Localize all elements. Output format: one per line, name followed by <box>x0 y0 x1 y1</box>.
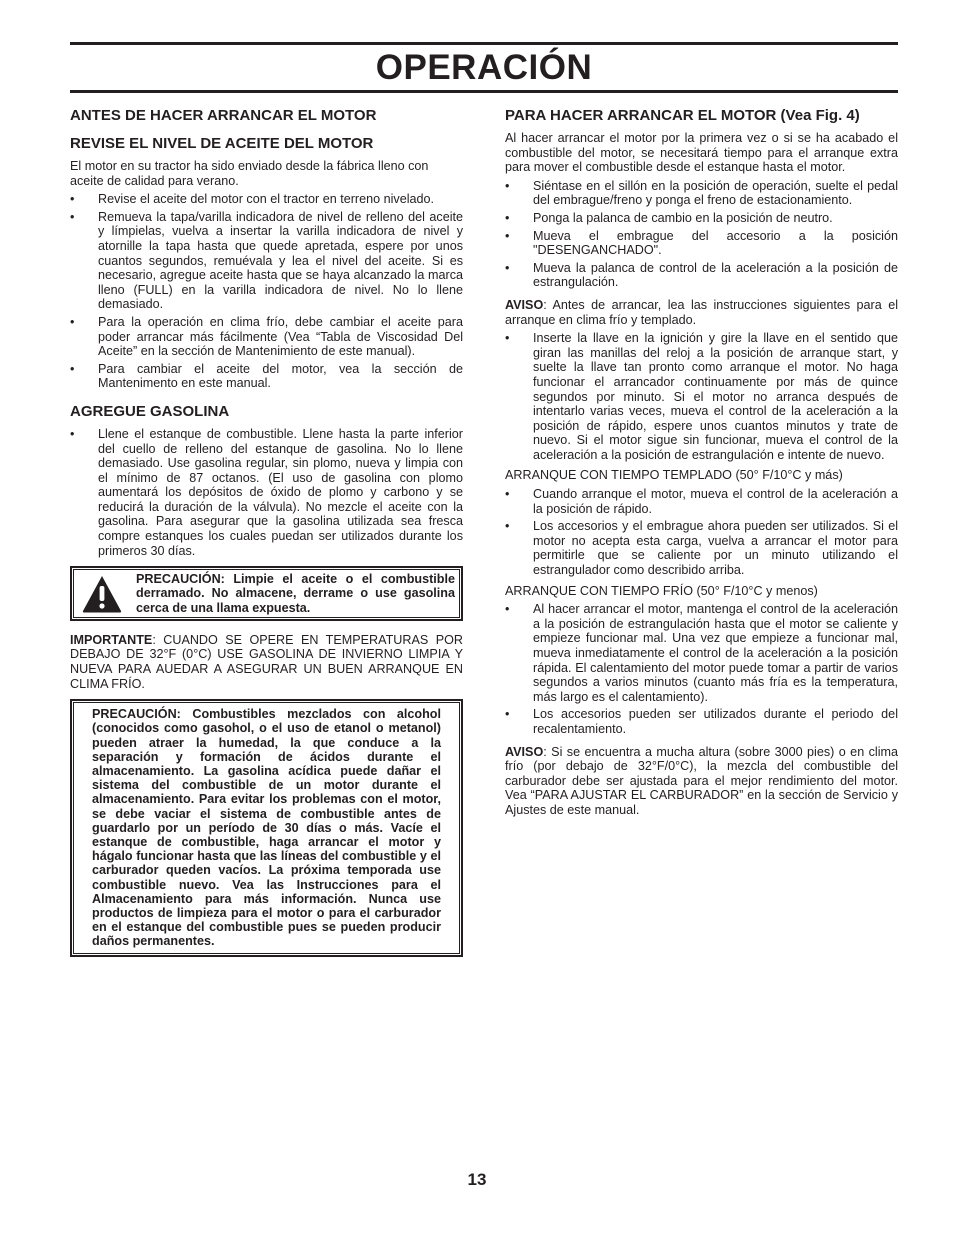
cold-bullet-list <box>505 602 898 736</box>
list-item <box>70 362 463 391</box>
caution-box-alcohol-fuels: PRECAUCIÓN: Combustibles mezclados con alcohol (conocidos como gasohol, o el uso de etanol o metanol) pueden atraer la humedad, la que conduce a la separación y formación de ácidos durante el almacenamiento. La gasolina acídica puede dañar el sistema del combustible de un motor durante el almacenamiento. Para evitar los problemas con el motor, se debe vaciar el sistema de combustible antes de guardarlo por un período de 30 días o más. Vacíe el estanque de combustible, haga arrancar el motor y hágalo funcionar hasta que las líneas del combustible y el carburador queden vacíos. La próxima temporada use combustible nuevo. Vea las Instrucciones para el Almacenamiento para más información. Nunca use productos de limpieza para el motor o para el carburador en el estanque del combustible pues se pueden producir daños permanentes. <box>70 699 463 956</box>
list-item-text: Los accesorios y el embrague ahora pueden ser utilizados. Si el motor no acepta esta carga, vuelva a arrancar el motor para permitirle que se caliente por un minuto utilizando el estrangulador como describido arriba. <box>533 519 898 578</box>
left-column <box>70 107 463 969</box>
list-item-text: Para la operación en clima frío, debe cambiar el aceite para poder arrancar más fácilmente (Vea “Tabla de Viscosidad Del Aceite” en la sección de Mantenimiento de este manual). <box>98 314 463 359</box>
list-item <box>505 707 898 736</box>
list-item <box>505 211 898 226</box>
bullet-icon: • <box>505 519 510 534</box>
list-item <box>505 331 898 462</box>
page-number: 13 <box>467 1170 487 1189</box>
section-title-starting-engine: PARA HACER ARRANCAR EL MOTOR (Vea Fig. 4) <box>505 107 860 124</box>
aviso-text: : Antes de arrancar, lea las instrucciones siguientes para el arranque en clima frío y templado. <box>505 297 898 327</box>
list-item <box>70 210 463 312</box>
list-item-text: Mueva la palanca de control de la aceleración a la posición de estrangulación. <box>533 260 898 290</box>
page-title: OPERACIÓN <box>375 48 593 87</box>
list-item-text: Revise el aceite del motor con el tractor en terreno nivelado. <box>98 192 435 207</box>
bullet-icon: • <box>70 426 75 441</box>
warm-bullet-list <box>505 487 898 578</box>
section-subtitle-oil-level: REVISE EL NIVEL DE ACEITE DEL MOTOR <box>70 135 374 152</box>
warm-weather-heading: ARRANQUE CON TIEMPO TEMPLADO (50° F/10°C y más) <box>505 468 843 483</box>
list-item <box>70 192 463 207</box>
caution-box-spill <box>70 566 463 621</box>
header-rule-bottom <box>70 90 898 93</box>
bullet-icon: • <box>70 361 75 376</box>
starting-intro-paragraph: Al hacer arrancar el motor por la primera vez o si se ha acabado el combustible del motor, se necesitará tiempo para el arranque extra para mover el combustible desde el estanque hasta el motor. <box>505 131 898 175</box>
aviso-cold-warm-note <box>505 298 898 327</box>
start-bullet-list <box>505 179 898 290</box>
warning-triangle-icon <box>82 574 122 614</box>
list-item <box>505 602 898 704</box>
bullet-icon: • <box>505 487 510 502</box>
bullet-icon: • <box>505 331 510 346</box>
bullet-icon: • <box>70 209 75 224</box>
section-title-before-starting: ANTES DE HACER ARRANCAR EL MOTOR <box>70 107 377 124</box>
aviso-label: AVISO <box>505 744 544 759</box>
key-bullet-list <box>505 331 898 462</box>
bullet-icon: • <box>505 707 510 722</box>
list-item-text: Para cambiar el aceite del motor, vea la sección de Mantenimento en este manual. <box>98 361 463 391</box>
right-column <box>505 107 898 822</box>
aviso-text: : Si se encuentra a mucha altura (sobre 3000 pies) o en clima frío (por debajo de 32°F/0°C), la mezcla del combustible del carburador debe ser ajustada para el mejor rendimiento del motor. Vea “PARA AJUSTAR EL CARBURADOR” en la sección de Servicio y Ajustes de este manual. <box>505 744 898 817</box>
bullet-icon: • <box>505 260 510 275</box>
oil-bullet-list <box>70 192 463 391</box>
list-item <box>70 315 463 359</box>
list-item <box>70 427 463 558</box>
gas-bullet-list <box>70 427 463 558</box>
bullet-icon: • <box>70 192 75 207</box>
important-note <box>70 633 463 691</box>
aviso-altitude-note <box>505 745 898 818</box>
list-item <box>505 179 898 208</box>
list-item-text: Ponga la palanca de cambio en la posición de neutro. <box>533 210 833 225</box>
list-item-text: Cuando arranque el motor, mueva el control de la aceleración a la posición de rápido. <box>533 487 898 516</box>
list-item-text: Mueva el embrague del accesorio a la posición "DESENGANCHADO". <box>533 228 898 258</box>
caution-text: PRECAUCIÓN: Limpie el aceite o el combustible derramado. No almacene, derrame o use gasolina cerca de una llama expuesta. <box>136 572 455 615</box>
list-item-text: Inserte la llave en la ignición y gire la llave en el sentido que giran las manillas del reloj a la posición de arranque start, y suelte la llave tan pronto como arranque el motor. No haga funcionar el arrancador continuamente por más de quince segundos por minuto. Si el motor no arranca después de intentarlo varias veces, mueva el control de la aceleración a la posición de rápido, espere unos cuantos minutos y trate de nuevo. Si el motor sigue sin funcionar, mueva el control de la aceleración a la posición de estrangulación e intente de nuevo. <box>533 331 898 462</box>
list-item-text: Remueva la tapa/varilla indicadora de nivel de relleno del aceite y límpielas, vuelva a insertar la varilla indicadora de nivel y atornille la tapa hasta que quede apretada, espere por unos cuantos segundos, remuévala y lea el nivel del aceite. Si es necesario, agregue aceite hasta que se haya alcanzado la marca lleno (FULL) en la varilla indicadora de nivel. No lo llene demasiado. <box>98 209 463 312</box>
bullet-icon: • <box>505 210 510 225</box>
list-item-text: Los accesorios pueden ser utilizados durante el periodo del recalentamiento. <box>533 707 898 736</box>
bullet-icon: • <box>505 602 510 617</box>
list-item <box>505 519 898 577</box>
oil-intro-paragraph: El motor en su tractor ha sido enviado desde la fábrica lleno con aceite de calidad para verano. <box>70 159 429 188</box>
list-item-text: Al hacer arrancar el motor, mantenga el control de la aceleración a la posición de estrangulación hasta que el motor se caliente y empieze funcionar mal. Una vez que empieze a funcionar mal, mueva inmediatamente el control de la aceleración a la posición rápida. El calentamiento del motor puede tomar a partir de varios segundos a varios minutos (cuanto más fría es la temperatura, más largo es el calentamiento). <box>533 602 898 704</box>
list-item <box>505 261 898 290</box>
important-text: : CUANDO SE OPERE EN TEMPERATURAS POR DEBAJO DE 32°F (0°C) USE GASOLINA DE INVIERNO LIMPIA Y NUEVA PARA AUEDAR A ASEGURAR UN BUEN ARRANQUE EN CLIMA FRÍO. <box>70 632 463 691</box>
bullet-icon: • <box>70 314 75 329</box>
cold-weather-heading: ARRANQUE CON TIEMPO FRÍO (50° F/10°C y menos) <box>505 583 818 598</box>
list-item-text: Siéntase en el sillón en la posición de operación, suelte el pedal del embrague/freno y ponga el freno de estacionamiento. <box>533 178 898 208</box>
bullet-icon: • <box>505 178 510 193</box>
bullet-icon: • <box>505 228 510 243</box>
list-item <box>505 229 898 258</box>
section-title-add-gasoline: AGREGUE GASOLINA <box>70 402 230 420</box>
list-item <box>505 487 898 516</box>
aviso-label: AVISO <box>505 297 544 312</box>
list-item-text: Llene el estanque de combustible. Llene hasta la parte inferior del cuello de relleno del estanque de gasolina. No lo llene demasiado. Use gasolina regular, sin plomo, nueva y limpia con el mínimo de 87 octanos. (El uso de gasolina con plomo aumentará los depósitos de óxido de plomo y carbono y se reducirá la duración de la válvula). No mezcle el aceite con la gasolina. Para asegurar que la gasolina utilizada sea fresca compre estanques los cuales puedan ser utilizados durante los primeros 30 días. <box>98 426 463 558</box>
important-label: IMPORTANTE <box>70 632 153 647</box>
